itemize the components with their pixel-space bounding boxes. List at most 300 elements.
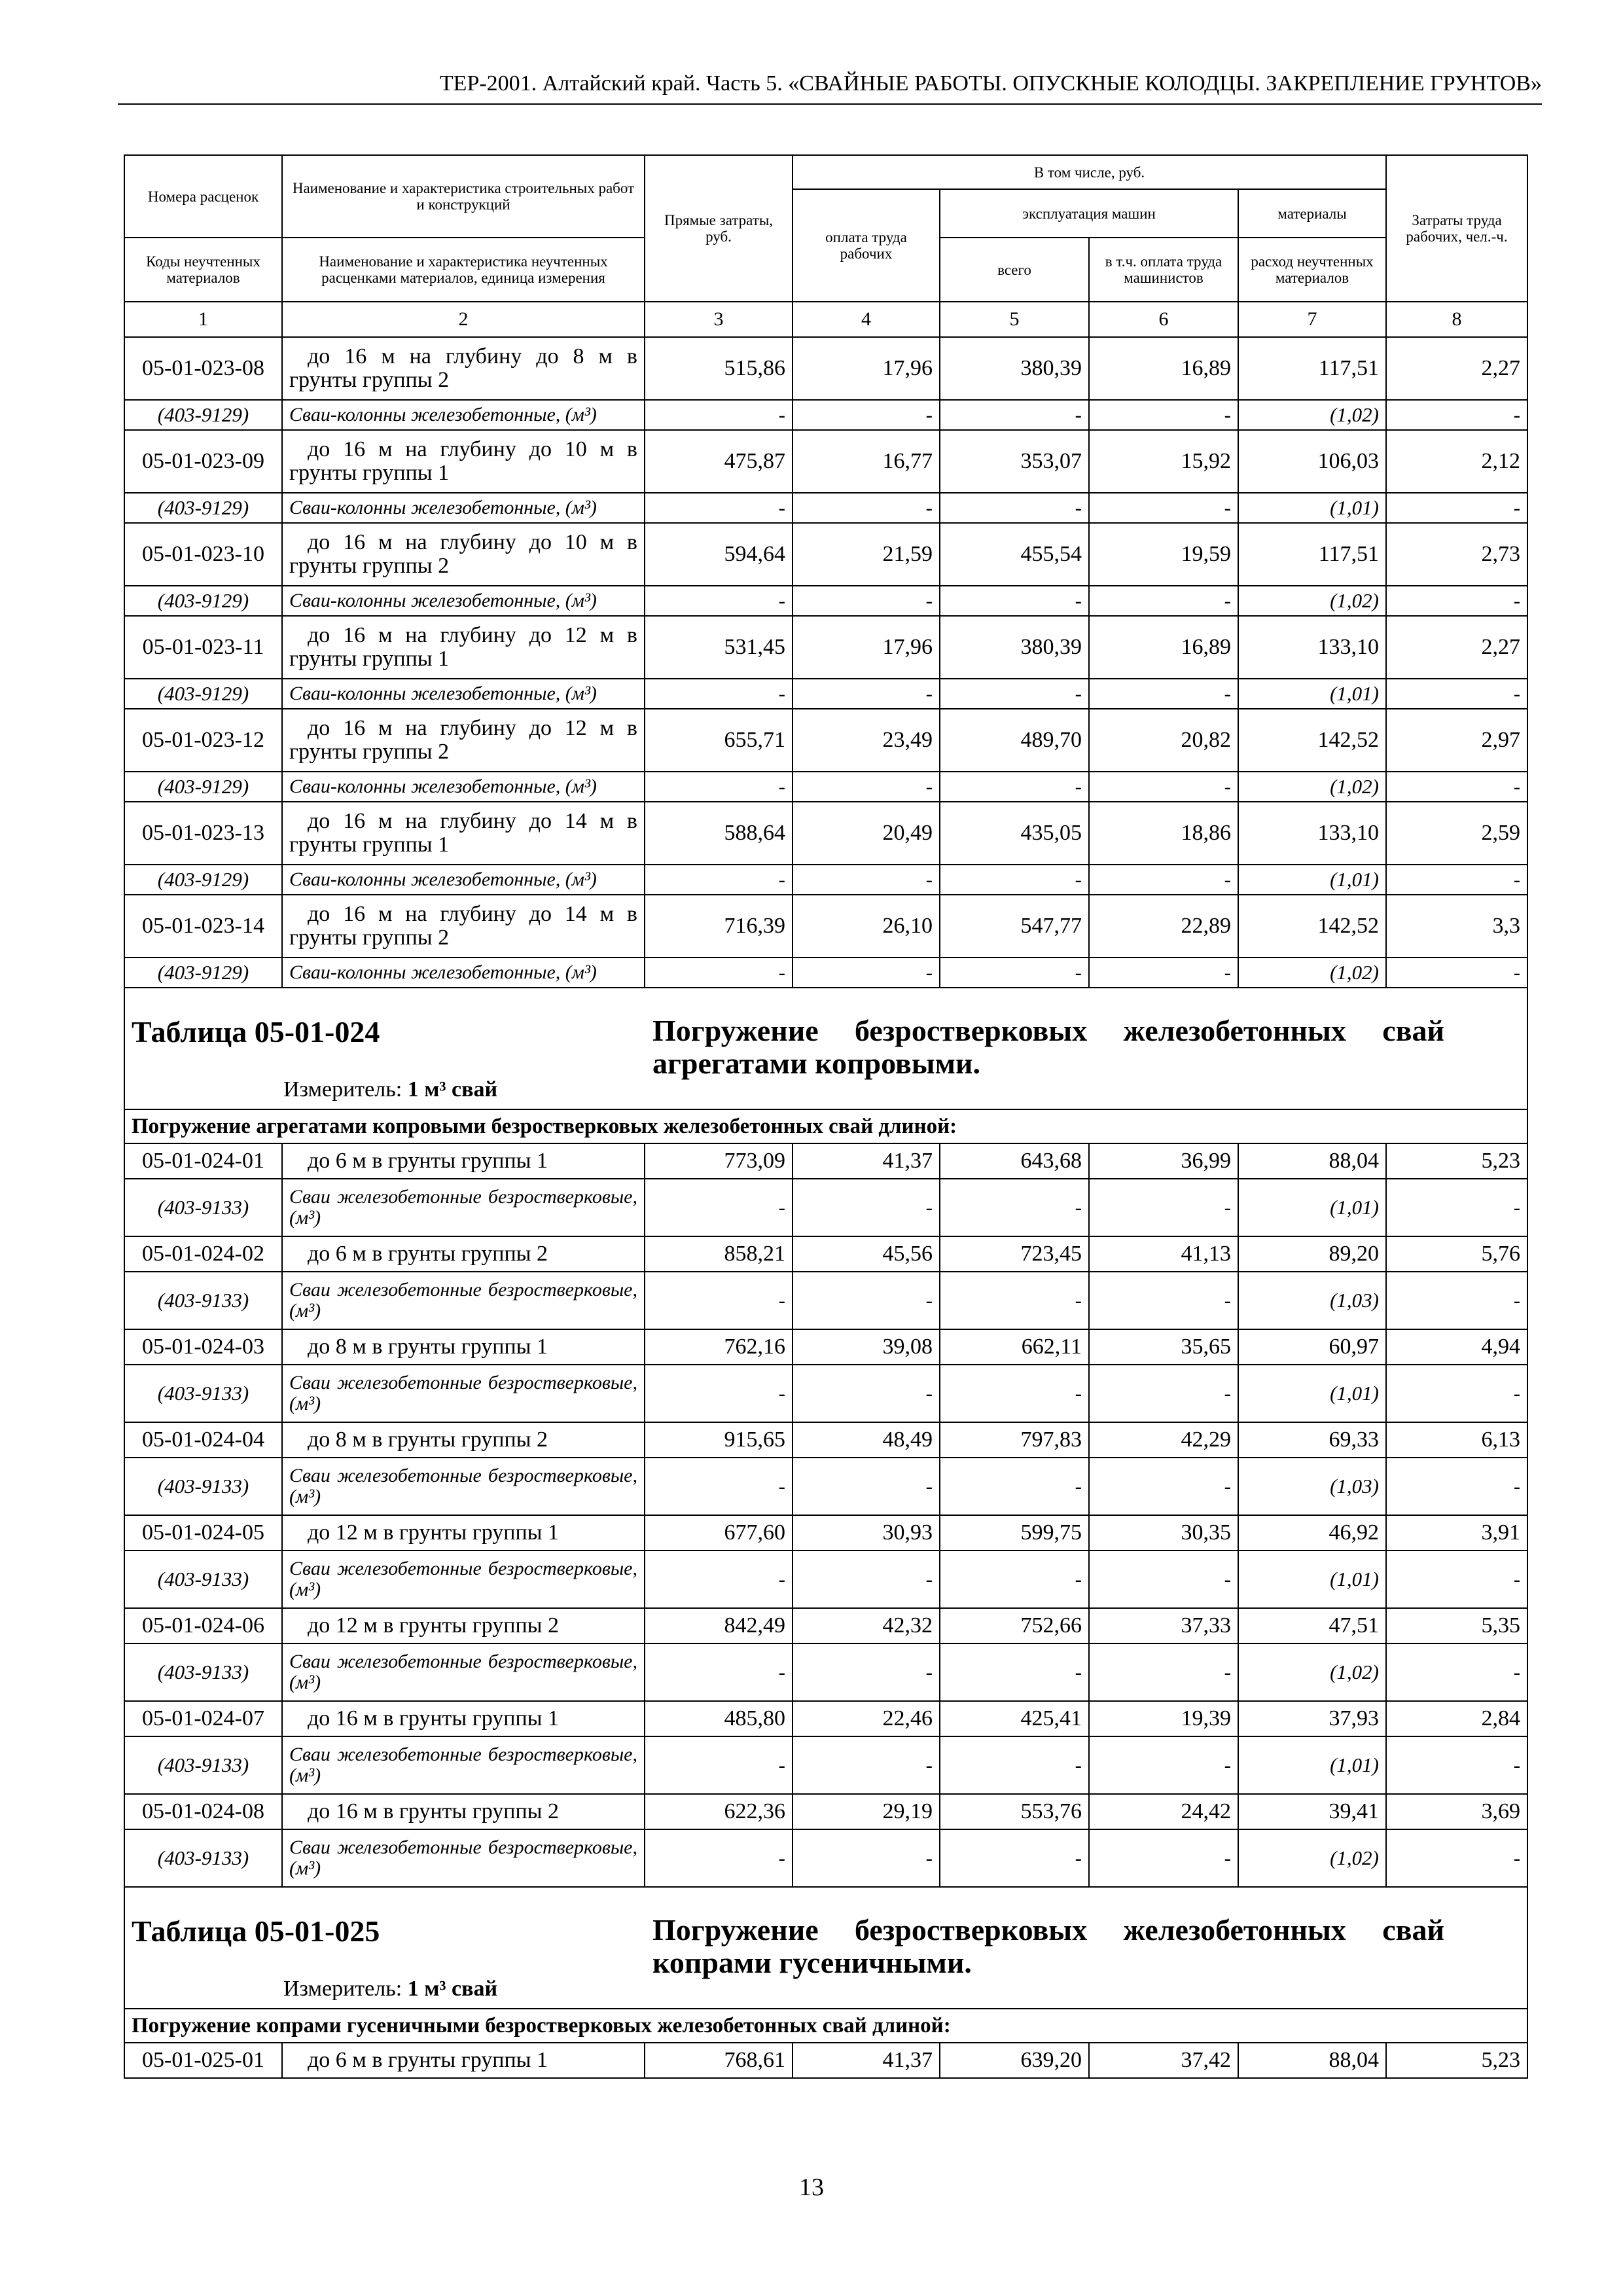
empty-dash: - xyxy=(1089,865,1238,895)
measure-value: 1 м³ свай xyxy=(407,1077,498,1102)
empty-dash: - xyxy=(1089,1551,1238,1608)
empty-dash: - xyxy=(1386,1458,1527,1515)
direct-cost: 677,60 xyxy=(645,1515,793,1551)
rate-name: до 8 м в грунты группы 1 xyxy=(282,1329,645,1365)
material-name: Сваи железобетонные безростверковые, (м³) xyxy=(282,1643,645,1701)
worker-wages: 22,46 xyxy=(793,1701,940,1736)
measure-unit xyxy=(283,1977,497,2001)
empty-dash: - xyxy=(940,1272,1089,1329)
material-row xyxy=(124,865,1527,895)
empty-dash: - xyxy=(793,1643,940,1701)
material-code: (403-9133) xyxy=(124,1643,282,1701)
machinist-wages: 19,39 xyxy=(1089,1701,1238,1736)
worker-wages: 42,32 xyxy=(793,1608,940,1643)
labor-hours: 4,94 xyxy=(1386,1329,1527,1365)
material-name: Сваи-колонны железобетонные, (м³) xyxy=(282,400,645,430)
rate-row xyxy=(124,523,1527,586)
material-row xyxy=(124,1643,1527,1701)
machinist-wages: 41,13 xyxy=(1089,1236,1238,1272)
material-code: (403-9129) xyxy=(124,958,282,988)
material-name: Сваи-колонны железобетонные, (м³) xyxy=(282,679,645,709)
direct-cost: 716,39 xyxy=(645,895,793,958)
table-title-row xyxy=(124,988,1527,1109)
empty-dash: - xyxy=(793,1179,940,1236)
rate-code: 05-01-023-08 xyxy=(124,337,282,400)
materials-cost: 89,20 xyxy=(1238,1236,1386,1272)
materials-cost: 39,41 xyxy=(1238,1794,1386,1829)
worker-wages: 16,77 xyxy=(793,430,940,493)
material-row xyxy=(124,1365,1527,1422)
empty-dash: - xyxy=(940,1643,1089,1701)
empty-dash: - xyxy=(645,958,793,988)
table-title xyxy=(124,988,1527,1109)
materials-cost: 88,04 xyxy=(1238,2043,1386,2078)
material-name: Сваи железобетонные безростверковые, (м³) xyxy=(282,1736,645,1794)
col-number: 4 xyxy=(793,302,940,337)
empty-dash: - xyxy=(940,958,1089,988)
machinist-wages: 16,89 xyxy=(1089,616,1238,679)
measure-unit xyxy=(283,1077,497,1102)
rate-code: 05-01-025-01 xyxy=(124,2043,282,2078)
machines-total: 489,70 xyxy=(940,709,1089,772)
empty-dash: - xyxy=(940,1365,1089,1422)
direct-cost: 842,49 xyxy=(645,1608,793,1643)
empty-dash: - xyxy=(1386,772,1527,802)
rate-code: 05-01-024-07 xyxy=(124,1701,282,1736)
empty-dash: - xyxy=(793,1736,940,1794)
empty-dash: - xyxy=(645,1643,793,1701)
machines-total: 425,41 xyxy=(940,1701,1089,1736)
labor-hours: 3,3 xyxy=(1386,895,1527,958)
rate-name: до 16 м на глубину до 8 м в грунты группы 2 xyxy=(282,337,645,400)
header-rule xyxy=(118,103,1542,105)
rate-name: до 12 м в грунты группы 2 xyxy=(282,1608,645,1643)
machinist-wages: 42,29 xyxy=(1089,1422,1238,1458)
worker-wages: 41,37 xyxy=(793,2043,940,2078)
rate-name: до 16 м на глубину до 14 м в грунты группы 2 xyxy=(282,895,645,958)
th-machines-total: всего xyxy=(940,238,1089,302)
rate-code: 05-01-023-10 xyxy=(124,523,282,586)
materials-cost: 47,51 xyxy=(1238,1608,1386,1643)
machinist-wages: 20,82 xyxy=(1089,709,1238,772)
th-code-bottom: Коды неучтенных материалов xyxy=(124,238,282,302)
direct-cost: 773,09 xyxy=(645,1143,793,1179)
empty-dash: - xyxy=(1386,493,1527,523)
material-name: Сваи железобетонные безростверковые, (м³) xyxy=(282,1458,645,1515)
empty-dash: - xyxy=(645,865,793,895)
labor-hours: 5,23 xyxy=(1386,2043,1527,2078)
rate-row xyxy=(124,616,1527,679)
material-name: Сваи-колонны железобетонные, (м³) xyxy=(282,958,645,988)
materials-cost: 142,52 xyxy=(1238,895,1386,958)
labor-hours: 2,12 xyxy=(1386,430,1527,493)
direct-cost: 655,71 xyxy=(645,709,793,772)
empty-dash: - xyxy=(1089,1272,1238,1329)
labor-hours: 2,27 xyxy=(1386,616,1527,679)
empty-dash: - xyxy=(940,400,1089,430)
machinist-wages: 15,92 xyxy=(1089,430,1238,493)
col-number: 5 xyxy=(940,302,1089,337)
rate-name: до 6 м в грунты группы 2 xyxy=(282,1236,645,1272)
table-number: Таблица 05-01-025 xyxy=(132,1914,380,1948)
machines-total: 797,83 xyxy=(940,1422,1089,1458)
empty-dash: - xyxy=(793,1458,940,1515)
rate-row xyxy=(124,337,1527,400)
labor-hours: 5,76 xyxy=(1386,1236,1527,1272)
material-quantity: (1,01) xyxy=(1238,1551,1386,1608)
worker-wages: 17,96 xyxy=(793,616,940,679)
empty-dash: - xyxy=(793,493,940,523)
machinist-wages: 36,99 xyxy=(1089,1143,1238,1179)
th-machines-wages: в т.ч. оплата труда машинистов xyxy=(1089,238,1238,302)
rate-row xyxy=(124,1422,1527,1458)
materials-cost: 60,97 xyxy=(1238,1329,1386,1365)
empty-dash: - xyxy=(940,586,1089,616)
worker-wages: 20,49 xyxy=(793,802,940,865)
measure-value: 1 м³ свай xyxy=(407,1977,498,2001)
machines-total: 639,20 xyxy=(940,2043,1089,2078)
rate-row xyxy=(124,709,1527,772)
direct-cost: 588,64 xyxy=(645,802,793,865)
empty-dash: - xyxy=(940,1829,1089,1887)
worker-wages: 41,37 xyxy=(793,1143,940,1179)
material-row xyxy=(124,1458,1527,1515)
material-quantity: (1,02) xyxy=(1238,586,1386,616)
measure-label: Измеритель: xyxy=(283,1077,402,1102)
machinist-wages: 16,89 xyxy=(1089,337,1238,400)
materials-cost: 133,10 xyxy=(1238,616,1386,679)
material-code: (403-9133) xyxy=(124,1551,282,1608)
material-row xyxy=(124,1179,1527,1236)
rate-code: 05-01-023-11 xyxy=(124,616,282,679)
rate-name: до 16 м на глубину до 12 м в грунты группы 2 xyxy=(282,709,645,772)
empty-dash: - xyxy=(793,1829,940,1887)
machinist-wages: 37,33 xyxy=(1089,1608,1238,1643)
empty-dash: - xyxy=(1386,1551,1527,1608)
empty-dash: - xyxy=(645,400,793,430)
materials-cost: 106,03 xyxy=(1238,430,1386,493)
material-row xyxy=(124,958,1527,988)
material-row xyxy=(124,1551,1527,1608)
empty-dash: - xyxy=(1089,1736,1238,1794)
machinist-wages: 37,42 xyxy=(1089,2043,1238,2078)
empty-dash: - xyxy=(1089,1829,1238,1887)
machines-total: 662,11 xyxy=(940,1329,1089,1365)
empty-dash: - xyxy=(645,1272,793,1329)
material-quantity: (1,02) xyxy=(1238,772,1386,802)
subheading-row xyxy=(124,1109,1527,1143)
materials-cost: 117,51 xyxy=(1238,523,1386,586)
empty-dash: - xyxy=(1386,865,1527,895)
rate-row xyxy=(124,1143,1527,1179)
empty-dash: - xyxy=(1386,1736,1527,1794)
table-title xyxy=(124,1887,1527,2009)
empty-dash: - xyxy=(645,1179,793,1236)
material-row xyxy=(124,1736,1527,1794)
material-quantity: (1,01) xyxy=(1238,1179,1386,1236)
machinist-wages: 24,42 xyxy=(1089,1794,1238,1829)
col-number: 3 xyxy=(645,302,793,337)
machinist-wages: 35,65 xyxy=(1089,1329,1238,1365)
materials-cost: 46,92 xyxy=(1238,1515,1386,1551)
material-name: Сваи-колонны железобетонные, (м³) xyxy=(282,493,645,523)
empty-dash: - xyxy=(1386,1179,1527,1236)
material-code: (403-9133) xyxy=(124,1458,282,1515)
material-quantity: (1,01) xyxy=(1238,865,1386,895)
material-row xyxy=(124,586,1527,616)
page-number: 13 xyxy=(799,2174,824,2201)
empty-dash: - xyxy=(940,1551,1089,1608)
empty-dash: - xyxy=(1089,400,1238,430)
material-name: Сваи-колонны железобетонные, (м³) xyxy=(282,586,645,616)
material-row xyxy=(124,679,1527,709)
empty-dash: - xyxy=(645,1458,793,1515)
empty-dash: - xyxy=(1386,1365,1527,1422)
empty-dash: - xyxy=(1386,586,1527,616)
empty-dash: - xyxy=(1089,772,1238,802)
labor-hours: 5,35 xyxy=(1386,1608,1527,1643)
material-row xyxy=(124,1829,1527,1887)
direct-cost: 475,87 xyxy=(645,430,793,493)
rate-code: 05-01-023-14 xyxy=(124,895,282,958)
measure-label: Измеритель: xyxy=(283,1977,402,2001)
rate-code: 05-01-024-08 xyxy=(124,1794,282,1829)
worker-wages: 45,56 xyxy=(793,1236,940,1272)
material-quantity: (1,02) xyxy=(1238,958,1386,988)
empty-dash: - xyxy=(793,679,940,709)
rate-row xyxy=(124,430,1527,493)
material-code: (403-9129) xyxy=(124,772,282,802)
empty-dash: - xyxy=(940,679,1089,709)
machines-total: 455,54 xyxy=(940,523,1089,586)
labor-hours: 2,73 xyxy=(1386,523,1527,586)
empty-dash: - xyxy=(1386,400,1527,430)
machines-total: 643,68 xyxy=(940,1143,1089,1179)
rate-code: 05-01-023-09 xyxy=(124,430,282,493)
material-code: (403-9129) xyxy=(124,493,282,523)
material-row xyxy=(124,1272,1527,1329)
rate-row xyxy=(124,1794,1527,1829)
rate-name: до 16 м на глубину до 10 м в грунты группы 2 xyxy=(282,523,645,586)
material-name: Сваи-колонны железобетонные, (м³) xyxy=(282,772,645,802)
empty-dash: - xyxy=(1089,1365,1238,1422)
material-quantity: (1,01) xyxy=(1238,1365,1386,1422)
material-quantity: (1,01) xyxy=(1238,1736,1386,1794)
rate-name: до 16 м в грунты группы 2 xyxy=(282,1794,645,1829)
empty-dash: - xyxy=(1089,1643,1238,1701)
empty-dash: - xyxy=(1089,1179,1238,1236)
material-quantity: (1,01) xyxy=(1238,493,1386,523)
table-description: Погружение безростверковых железобетонных свай агрегатами копровыми. xyxy=(652,1014,1444,1080)
direct-cost: 762,16 xyxy=(645,1329,793,1365)
material-name: Сваи железобетонные безростверковые, (м³) xyxy=(282,1829,645,1887)
empty-dash: - xyxy=(793,958,940,988)
material-code: (403-9133) xyxy=(124,1179,282,1236)
empty-dash: - xyxy=(645,586,793,616)
material-name: Сваи железобетонные безростверковые, (м³) xyxy=(282,1272,645,1329)
empty-dash: - xyxy=(1089,958,1238,988)
direct-cost: 594,64 xyxy=(645,523,793,586)
machines-total: 435,05 xyxy=(940,802,1089,865)
empty-dash: - xyxy=(1386,1643,1527,1701)
materials-cost: 88,04 xyxy=(1238,1143,1386,1179)
col-number: 8 xyxy=(1386,302,1527,337)
th-wages: оплата труда рабочих xyxy=(793,189,940,302)
materials-cost: 133,10 xyxy=(1238,802,1386,865)
rate-name: до 6 м в грунты группы 1 xyxy=(282,2043,645,2078)
direct-cost: 622,36 xyxy=(645,1794,793,1829)
rate-name: до 8 м в грунты группы 2 xyxy=(282,1422,645,1458)
col-number: 7 xyxy=(1238,302,1386,337)
machinist-wages: 19,59 xyxy=(1089,523,1238,586)
empty-dash: - xyxy=(940,1458,1089,1515)
materials-cost: 37,93 xyxy=(1238,1701,1386,1736)
worker-wages: 29,19 xyxy=(793,1794,940,1829)
subheading: Погружение копрами гусеничными безростверковых железобетонных свай длиной: xyxy=(124,2009,1527,2043)
machinist-wages: 18,86 xyxy=(1089,802,1238,865)
material-quantity: (1,03) xyxy=(1238,1458,1386,1515)
empty-dash: - xyxy=(793,400,940,430)
labor-hours: 6,13 xyxy=(1386,1422,1527,1458)
rate-name: до 16 м на глубину до 14 м в грунты группы 1 xyxy=(282,802,645,865)
rate-name: до 16 м на глубину до 12 м в грунты группы 1 xyxy=(282,616,645,679)
materials-cost: 69,33 xyxy=(1238,1422,1386,1458)
empty-dash: - xyxy=(645,1829,793,1887)
material-code: (403-9129) xyxy=(124,586,282,616)
material-name: Сваи железобетонные безростверковые, (м³) xyxy=(282,1551,645,1608)
worker-wages: 17,96 xyxy=(793,337,940,400)
empty-dash: - xyxy=(793,865,940,895)
machines-total: 723,45 xyxy=(940,1236,1089,1272)
machines-total: 380,39 xyxy=(940,616,1089,679)
direct-cost: 915,65 xyxy=(645,1422,793,1458)
rate-code: 05-01-024-03 xyxy=(124,1329,282,1365)
empty-dash: - xyxy=(645,679,793,709)
subheading: Погружение агрегатами копровыми безростверковых железобетонных свай длиной: xyxy=(124,1109,1527,1143)
machines-total: 380,39 xyxy=(940,337,1089,400)
empty-dash: - xyxy=(1386,1829,1527,1887)
machines-total: 553,76 xyxy=(940,1794,1089,1829)
machines-total: 353,07 xyxy=(940,430,1089,493)
empty-dash: - xyxy=(1089,679,1238,709)
direct-cost: 531,45 xyxy=(645,616,793,679)
material-name: Сваи железобетонные безростверковые, (м³) xyxy=(282,1179,645,1236)
table-title-row xyxy=(124,1887,1527,2009)
material-name: Сваи железобетонные безростверковые, (м³) xyxy=(282,1365,645,1422)
material-quantity: (1,02) xyxy=(1238,1829,1386,1887)
rate-name: до 16 м на глубину до 10 м в грунты группы 1 xyxy=(282,430,645,493)
material-quantity: (1,03) xyxy=(1238,1272,1386,1329)
empty-dash: - xyxy=(1089,493,1238,523)
empty-dash: - xyxy=(793,1551,940,1608)
machinist-wages: 22,89 xyxy=(1089,895,1238,958)
empty-dash: - xyxy=(645,1736,793,1794)
labor-hours: 2,84 xyxy=(1386,1701,1527,1736)
th-materials-unaccounted: расход неучтенных материалов xyxy=(1238,238,1386,302)
rate-name: до 16 м в грунты группы 1 xyxy=(282,1701,645,1736)
empty-dash: - xyxy=(793,1272,940,1329)
rate-row xyxy=(124,895,1527,958)
empty-dash: - xyxy=(793,586,940,616)
th-direct: Прямые затраты, руб. xyxy=(645,155,793,302)
empty-dash: - xyxy=(940,1736,1089,1794)
direct-cost: 515,86 xyxy=(645,337,793,400)
th-name-bottom: Наименование и характеристика неучтенных расценками материалов, единица измерения xyxy=(282,238,645,302)
material-code: (403-9133) xyxy=(124,1365,282,1422)
material-row xyxy=(124,400,1527,430)
machines-total: 752,66 xyxy=(940,1608,1089,1643)
empty-dash: - xyxy=(645,772,793,802)
labor-hours: 2,59 xyxy=(1386,802,1527,865)
material-row xyxy=(124,493,1527,523)
direct-cost: 768,61 xyxy=(645,2043,793,2078)
worker-wages: 30,93 xyxy=(793,1515,940,1551)
subheading-row xyxy=(124,2009,1527,2043)
direct-cost: 485,80 xyxy=(645,1701,793,1736)
rate-row xyxy=(124,802,1527,865)
machines-total: 547,77 xyxy=(940,895,1089,958)
rate-name: до 6 м в грунты группы 1 xyxy=(282,1143,645,1179)
material-code: (403-9129) xyxy=(124,865,282,895)
empty-dash: - xyxy=(645,1551,793,1608)
machines-total: 599,75 xyxy=(940,1515,1089,1551)
col-number: 2 xyxy=(282,302,645,337)
direct-cost: 858,21 xyxy=(645,1236,793,1272)
material-quantity: (1,02) xyxy=(1238,400,1386,430)
material-name: Сваи-колонны железобетонные, (м³) xyxy=(282,865,645,895)
material-code: (403-9129) xyxy=(124,400,282,430)
rate-code: 05-01-024-01 xyxy=(124,1143,282,1179)
th-machines: эксплуатация машин xyxy=(940,189,1238,238)
empty-dash: - xyxy=(940,865,1089,895)
rate-code: 05-01-024-02 xyxy=(124,1236,282,1272)
empty-dash: - xyxy=(645,493,793,523)
empty-dash: - xyxy=(940,493,1089,523)
empty-dash: - xyxy=(645,1365,793,1422)
empty-dash: - xyxy=(1089,1458,1238,1515)
materials-cost: 117,51 xyxy=(1238,337,1386,400)
rate-row xyxy=(124,2043,1527,2078)
rate-code: 05-01-024-04 xyxy=(124,1422,282,1458)
empty-dash: - xyxy=(793,772,940,802)
empty-dash: - xyxy=(1386,958,1527,988)
worker-wages: 26,10 xyxy=(793,895,940,958)
material-code: (403-9133) xyxy=(124,1829,282,1887)
material-quantity: (1,02) xyxy=(1238,1643,1386,1701)
col-number: 6 xyxy=(1089,302,1238,337)
price-table xyxy=(124,154,1528,2079)
material-row xyxy=(124,772,1527,802)
empty-dash: - xyxy=(1386,679,1527,709)
table-number: Таблица 05-01-024 xyxy=(132,1015,380,1049)
worker-wages: 21,59 xyxy=(793,523,940,586)
rate-row xyxy=(124,1608,1527,1643)
material-quantity: (1,01) xyxy=(1238,679,1386,709)
rate-code: 05-01-024-06 xyxy=(124,1608,282,1643)
rate-code: 05-01-023-13 xyxy=(124,802,282,865)
th-incl: В том числе, руб. xyxy=(793,155,1386,189)
worker-wages: 48,49 xyxy=(793,1422,940,1458)
th-materials: материалы xyxy=(1238,189,1386,238)
material-code: (403-9133) xyxy=(124,1736,282,1794)
rate-code: 05-01-024-05 xyxy=(124,1515,282,1551)
th-code-top: Номера расценок xyxy=(124,155,282,238)
machinist-wages: 30,35 xyxy=(1089,1515,1238,1551)
running-header: ТЕР-2001. Алтайский край. Часть 5. «СВАЙНЫЕ РАБОТЫ. ОПУСКНЫЕ КОЛОДЦЫ. ЗАКРЕПЛЕНИЕ ГРУНТОВ» xyxy=(439,71,1542,96)
empty-dash: - xyxy=(1386,1272,1527,1329)
rate-row xyxy=(124,1236,1527,1272)
worker-wages: 39,08 xyxy=(793,1329,940,1365)
